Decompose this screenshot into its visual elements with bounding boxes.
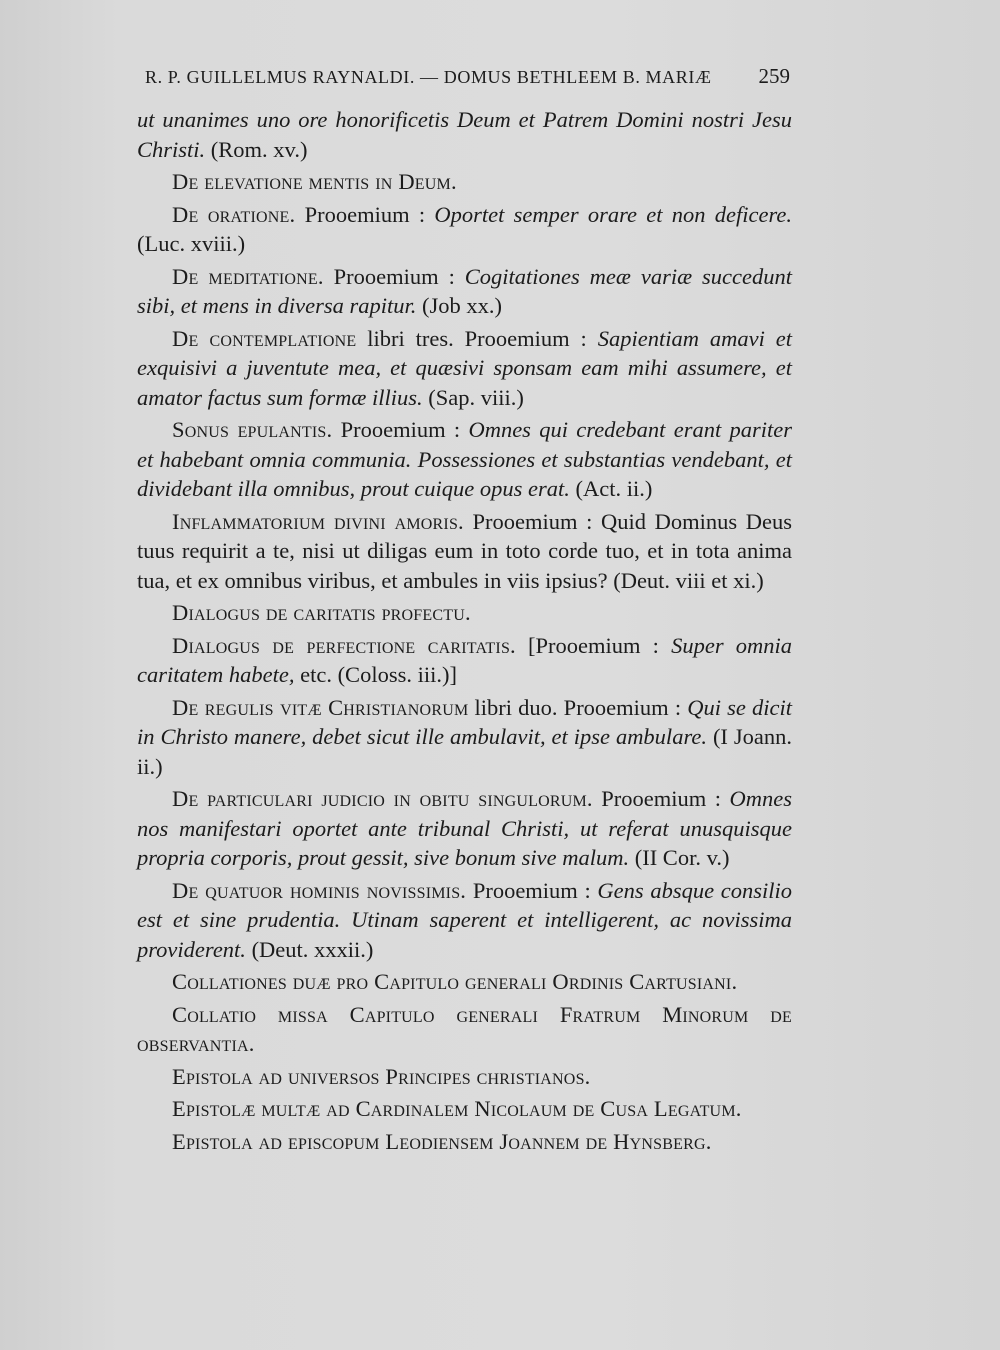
entry-reference: (I Joann. ii.) [137,724,792,779]
entry [137,598,792,628]
entry-reference: (II Cor. v.) [629,845,730,870]
entry-italic: Omnes nos manifestari oportet ante tribunal Christi, ut referat unusquisque propria corporis, prout gessit, sive bonum sive malum. [137,786,792,870]
entry-title: Collatio missa Capitulo generali Fratrum Minorum de observantia. [137,1001,792,1056]
page-body [137,105,792,1159]
entry [137,1094,792,1124]
entry [137,1062,792,1092]
entry [137,784,792,873]
entry [137,262,792,321]
entry [137,167,792,197]
entry-italic: Sapientiam amavi et exquisivi a juventute mea, et quæsivi sponsam eam mihi assumere, et amator factus sum formæ illius. [137,325,792,410]
page-number: 259 [758,64,790,88]
entry-title: De meditatione. [172,263,324,289]
running-head: R. P. GUILLELMUS RAYNALDI. — DOMUS BETHLEEM B. MARIÆ [145,67,712,87]
entry-title: Collationes duæ pro Capitulo generali Ordinis Cartusiani. [172,969,738,994]
entry-italic: ut unanimes uno ore honorificetis Deum et Patrem Domini nostri Jesu Christi. [137,107,792,162]
entry [137,1127,792,1157]
entry-text: Prooemium : [466,877,598,903]
entry-reference: (Sap. viii.) [422,384,524,410]
entry-text: Prooemium : [295,201,435,227]
entry-text: Prooemium : Quid Dominus Deus tuus requirit a te, nisi ut diligas eum in toto corde tuo, et in tota anima tua, et ex omnibus viribus, et ambules in viis ipsius? (Deut. viii et xi.) [137,508,793,593]
entry [137,631,792,690]
entry-text: libri duo. Prooemium : [468,694,688,720]
entry [137,876,792,965]
entry-italic: Gens absque consilio est et sine prudentia. Utinam saperent et intelligerent, ac novissima providerent. [137,877,793,962]
entry-title: Dialogus de perfectione caritatis. [172,632,516,658]
entry-italic: Cogitationes meæ variæ succedunt sibi, et mens in diversa rapitur. [137,263,792,318]
entry-reference: (Act. ii.) [569,476,653,501]
entry-text: Prooemium : [592,786,730,811]
entry-title: Epistola ad episcopum Leodiensem Joannem de Hynsberg. [172,1128,712,1154]
entry-reference: (Rom. xv.) [205,136,308,162]
entry-italic: Super omnia caritatem habete, [137,632,792,687]
entry-reference: (Deut. xxxii.) [245,936,374,962]
entry-title: Inflammatorium divini amoris. [172,508,464,534]
entry [137,1000,792,1059]
entry [137,507,792,596]
entry-title: Sonus epulantis. [172,417,333,442]
entry-title: Epistolæ multæ ad Cardinalem Nicolaum de Cusa Legatum. [172,1096,742,1121]
entry-title: Epistola ad universos Principes christianos. [172,1063,591,1089]
entry-text: [Prooemium : [515,632,672,658]
entry [137,200,792,259]
entry-title: De oratione. [172,201,296,227]
entry-italic: Omnes qui credebant erant pariter et habebant omnia communia. Possessiones et substantias vendebant, et dividebant illa omnibus, prout cuique opus erat. [137,417,793,501]
entry [137,324,792,413]
entry-title: De elevatione mentis in Deum. [172,169,457,194]
entry-reference: (Job xx.) [416,293,502,318]
entry-text: Prooemium : [323,263,465,289]
entry [137,693,792,782]
entry-italic: Oportet semper orare et non deficere. [434,201,793,227]
entry-title: De regulis vitæ Christianorum [172,694,469,720]
entry-title: De particulari judicio in obitu singulorum. [172,786,593,811]
entry-text: Prooemium : [332,417,469,442]
entry-continuation [137,105,792,164]
running-header [145,64,790,89]
entry-reference: (Luc. xviii.) [137,231,246,256]
entry-title: De contemplatione [172,325,357,351]
entry [137,967,792,997]
entry-italic: Qui se dicit in Christo manere, debet sicut ille ambulavit, et ipse ambulare. [137,694,792,749]
entry-text: libri tres. Prooemium : [356,325,598,351]
entry-title: De quatuor hominis novissimis. [172,877,467,903]
entry [137,415,792,504]
entry-reference: etc. (Coloss. iii.)] [294,662,457,687]
entry-title: Dialogus de caritatis profectu. [172,600,471,625]
